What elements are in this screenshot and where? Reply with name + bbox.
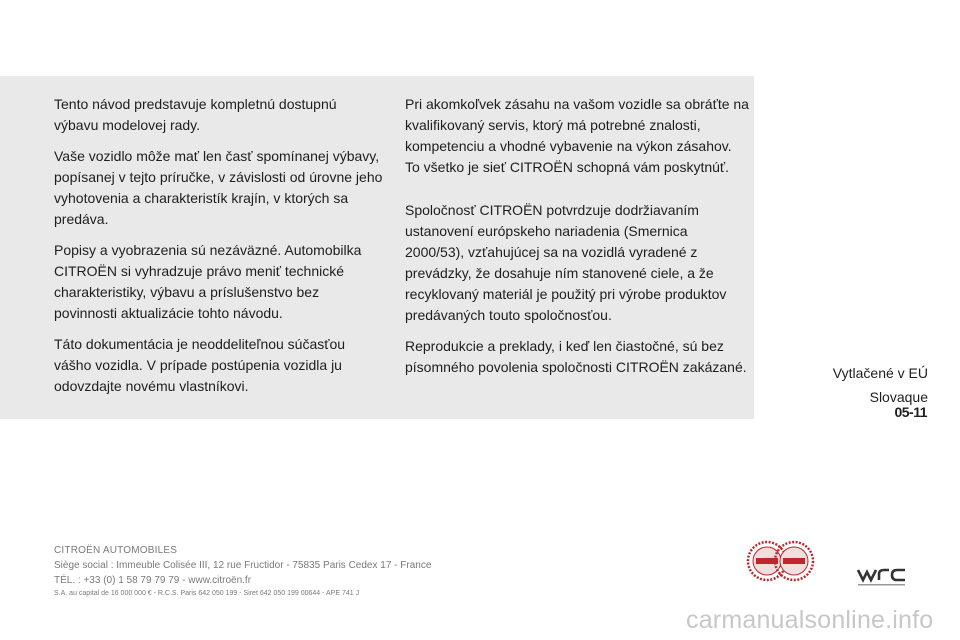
wrc-logo-icon — [856, 566, 908, 590]
left-paragraph-3: Popisy a vyobrazenia sú nezáväzné. Automobilka CITROËN si vyhradzuje právo meniť technické charakteristiky, výbavu a príslušenstvo bez povinnosti aktualizácie tohto návodu. — [54, 242, 362, 321]
print-info — [833, 361, 928, 409]
printed-in-label: Vytlačené v EÚ — [832, 365, 928, 381]
left-column — [54, 94, 384, 407]
right-paragraph-3: Reprodukcie a preklady, i keď len čiastočné, sú bez písomného povolenia spoločnosti CITROËN zakázané. — [405, 338, 747, 375]
right-column — [405, 94, 750, 388]
company-address: Siège social : Immeuble Colisée III, 12 rue Fructidor - 75835 Paris Cedex 17 - France — [54, 560, 432, 571]
watermark-text: carmanualsonline.info — [686, 606, 934, 634]
footer-imprint — [54, 543, 431, 599]
right-paragraph-1: Pri akomkoľvek zásahu na vašom vozidle sa obráťte na kvalifikovaný servis, ktorý má potrebné znalosti, kompetenciu a vhodné vybavenie na výkon zásahov. To všetko je sieť CITROËN schopná vám poskytnúť. — [405, 96, 749, 175]
language-label: Slovaque — [869, 389, 928, 405]
left-paragraph-4: Táto dokumentácia je neoddeliteľnou súčasťou vášho vozidla. V prípade postúpenia vozidla ju odovzdajte novému vlastníkovi. — [54, 336, 346, 394]
company-name: CITROËN AUTOMOBILES — [54, 545, 178, 556]
left-paragraph-1: Tento návod predstavuje kompletnú dostupnú výbavu modelovej rady. — [54, 96, 337, 133]
left-paragraph-2: Vaše vozidlo môže mať len časť spomínanej výbavy, popísanej v tejto príručke, v závislosti od úrovne jeho vyhotovenia a charakteristík krajín, v ktorých sa predáva. — [54, 148, 383, 227]
company-phone: TÉL. : +33 (0) 1 58 79 79 79 - www.citroën.fr — [54, 575, 252, 586]
certification-seals-icon — [746, 540, 816, 582]
edition-code: 05-11 — [894, 404, 927, 420]
right-paragraph-2: Spoločnosť CITROËN potvrdzuje dodržiavaním ustanovení európskeho nariadenia (Smernica 2000/53), vzťahujúcej sa na vozidlá vyradené z prevádzky, že dosahuje ním stanovené ciele, a že recyklovaný materiál je použitý pri výrobe produktov predávaných touto spoločnosťou. — [405, 202, 727, 323]
company-legal: S.A. au capital de 16 000 000 € - R.C.S. Paris 642 050 199 - Siret 642 050 199 00644 - APE 741 J — [54, 590, 360, 597]
